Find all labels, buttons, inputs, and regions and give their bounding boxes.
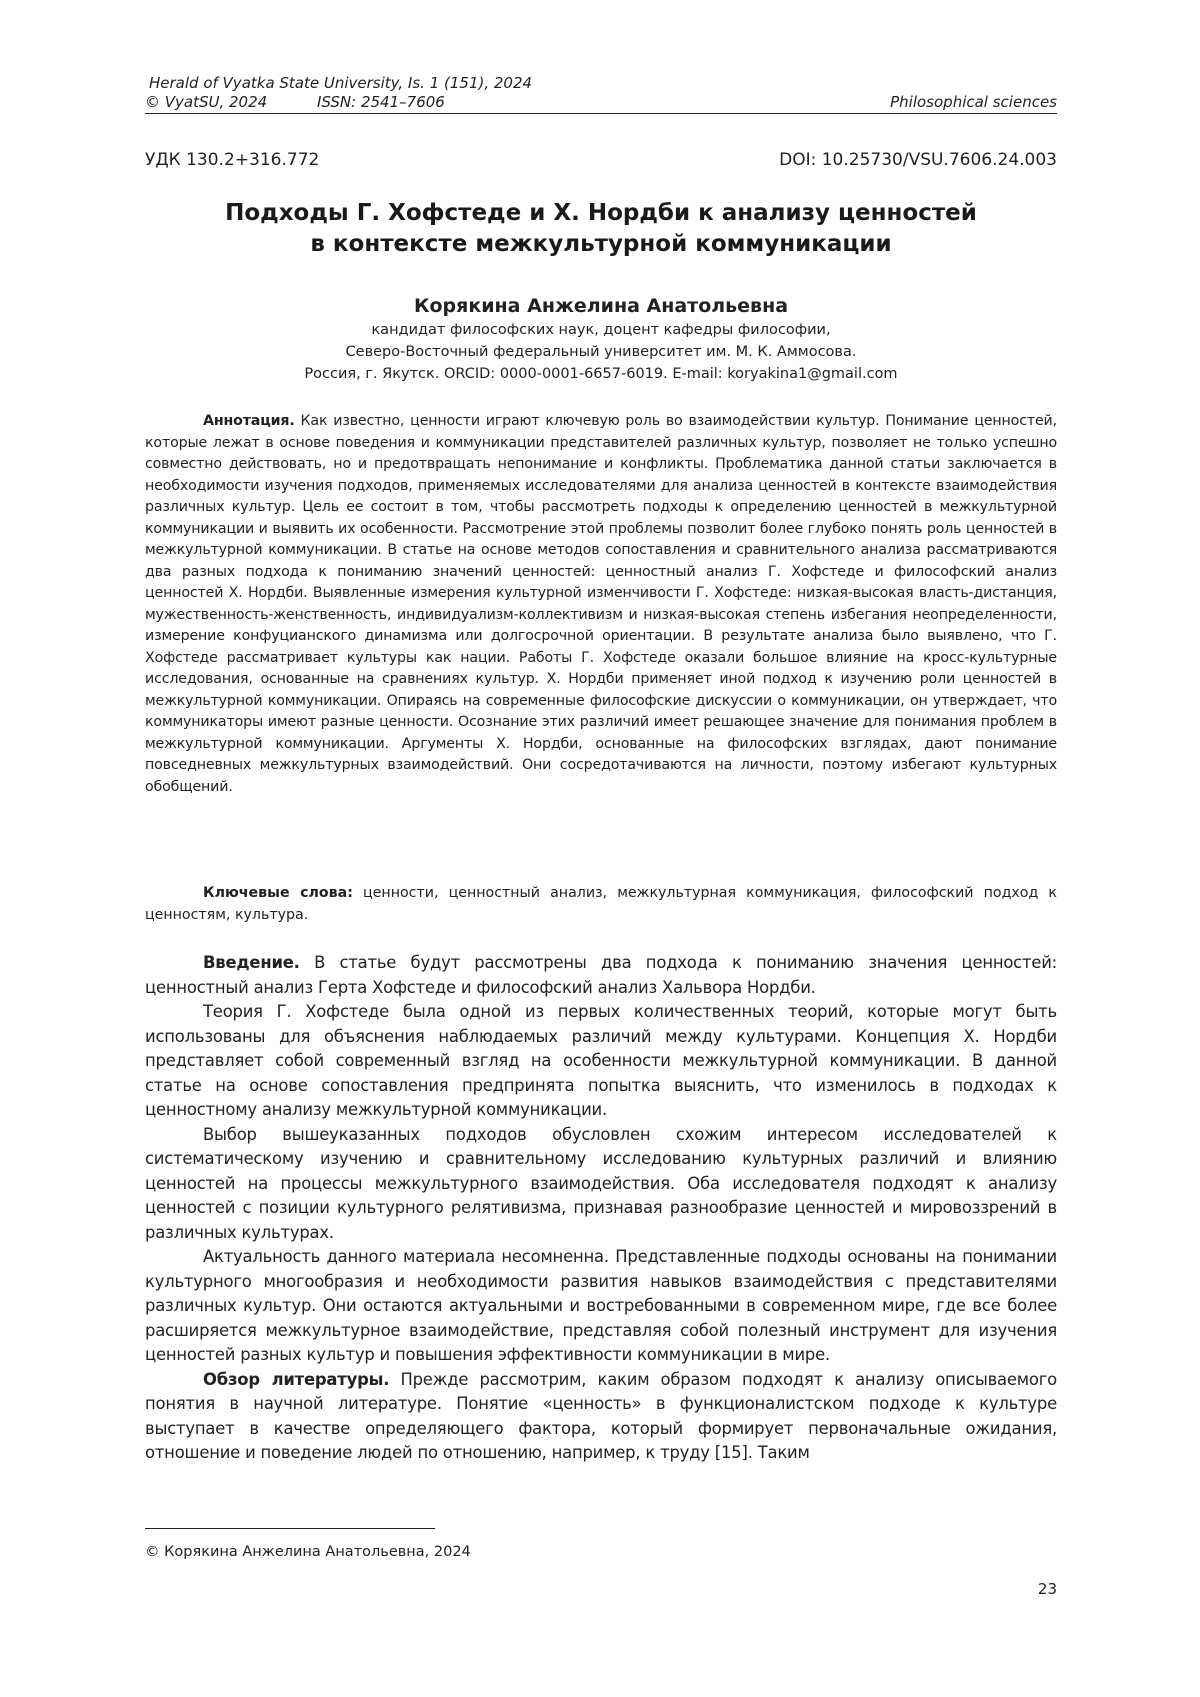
paragraph-text: Актуальность данного материала несомненна. Представленные подходы основаны на понимании культурного многообразия и необходимости развития навыков взаимодействия с представителями различных культур. Они остаются актуальными и востребованными в современном мире, где все более расширяется межкультурное взаимодействие, представляя собой полезный инструмент для изучения ценностей разных культур и повышения эффективности коммуникации в мире. xyxy=(145,1247,1057,1364)
title-line-2: в контексте межкультурной коммуникации xyxy=(310,231,892,257)
paragraph xyxy=(145,1245,1057,1368)
title-line-1: Подходы Г. Хофстеде и Х. Нордби к анализу ценностей xyxy=(225,200,977,226)
paragraph xyxy=(145,1000,1057,1123)
keywords xyxy=(145,883,1057,926)
footnote-divider xyxy=(145,1528,435,1529)
author-university: Северо-Восточный федеральный университет им. М. К. Аммосова. xyxy=(345,344,857,360)
keywords-label: Ключевые слова: xyxy=(203,885,353,901)
section-heading-literature-review: Обзор литературы. xyxy=(203,1369,390,1389)
section-heading-introduction: Введение. xyxy=(203,953,300,972)
paragraph-introduction xyxy=(145,951,1057,1000)
paragraph-text: Теория Г. Хофстеде была одной из первых количественных теорий, которые могут быть использованы для объяснения наблюдаемых различий между культурами. Концепция Х. Нордби представляет собой современный взгляд на особенности межкультурной коммуникации. В данной статье на основе сопоставления предпринята попытка выяснить, что изменилось в подходах к ценностному анализу межкультурной коммуникации. xyxy=(145,1002,1057,1119)
journal-issn: ISSN: 2541–7606 xyxy=(317,93,445,111)
paragraph-text: Выбор вышеуказанных подходов обусловлен схожим интересом исследователей к систематическому изучению и сравнительному исследованию культурных различий и влиянию ценностей на процессы межкультурного взаимодействия. Оба исследователя подходят к анализу ценностей с позиции культурного релятивизма, признавая разнообразие ценностей и мировоззрений в различных культурах. xyxy=(145,1124,1057,1242)
author-name: Корякина Анжелина Анатольевна xyxy=(413,295,789,317)
journal-section: Philosophical sciences xyxy=(890,93,1057,111)
paragraph-literature-review xyxy=(145,1368,1057,1466)
abstract xyxy=(145,411,1057,798)
keywords-text: ценности, ценностный анализ, межкультурная коммуникация, философский подход к ценностям, культура. xyxy=(145,885,1057,923)
header-rule-line xyxy=(145,93,1057,114)
paragraph xyxy=(145,1123,1057,1246)
abstract-text: Как известно, ценности играют ключевую роль во взаимодействии культур. Понимание ценностей, которые лежат в основе поведения и коммуникации представителей различных культур, позволяет не только успешно совместно действовать, но и предотвращать непонимание и конфликты. Проблематика данной статьи заключается в необходимости изучения подходов, применяемых исследователями для анализа ценностей в контексте взаимодействия различных культур. Цель ее состоит в том, чтобы рассмотреть подходы к определению ценностей в межкультурной коммуникации и выявить их особенности. Рассмотрение этой проблемы позволит более глубоко понять роль ценностей в межкультурной коммуникации. В статье на основе методов сопоставления и сравнительного анализа рассматриваются два разных подхода к пониманию значений ценностей: ценностный анализ Г. Хофстеде и философский анализ ценностей Х. Нордби. Выявленные измерения культурной изменчивости Г. Хофстеде: низкая-высокая власть-дистанция, мужественность-женственность, индивидуализм-коллективизм и низкая-высокая степень избегания неопределенности, измерение конфуцианского динамизма или долгосрочной ориентации. В результате анализа было выявлено, что Г. Хофстеде рассматривает культуры как нации. Работы Г. Хофстеде оказали большое влияние на кросс-культурные исследования, основанные на сравнениях культур. Х. Нордби применяет иной подход к изучению роли ценностей в межкультурной коммуникации. Опираясь на современные философские дискуссии о коммуникации, он утверждает, что коммуникаторы имеют разные ценности. Осознание этих различий имеет решающее значение для понимания проблем в межкультурной коммуникации. Аргументы Х. Нордби, основанные на философских взглядах, дают понимание повседневных межкультурных взаимодействий. Они сосредотачиваются на личности, поэтому избегают культурных обобщений. xyxy=(145,413,1057,795)
running-header xyxy=(145,74,1057,114)
paragraph-text: Прежде рассмотрим, каким образом подходят к анализу описываемого понятия в научной литературе. Понятие «ценность» в функционалистском подходе к культуре выступает в качестве определяющего фактора, который формирует первоначальные ожидания, отношение и поведение людей по отношению, например, к труду [15]. Таким xyxy=(145,1369,1057,1462)
paragraph-text: В статье будут рассмотрены два подхода к пониманию значения ценностей: ценностный анализ Герта Хофстеде и философский анализ Хальвора Нордби. xyxy=(145,953,1058,997)
page-number: 23 xyxy=(1037,1580,1057,1598)
article-title xyxy=(145,198,1057,260)
footnote-copyright: © Корякина Анжелина Анатольевна, 2024 xyxy=(145,1544,471,1560)
abstract-label: Аннотация. xyxy=(203,413,295,429)
udc-code: УДК 130.2+316.772 xyxy=(145,150,320,170)
doi: DOI: 10.25730/VSU.7606.24.003 xyxy=(779,150,1057,170)
article-body xyxy=(145,951,1057,1466)
author-block xyxy=(145,293,1057,385)
author-position: кандидат философских наук, доцент кафедры философии, xyxy=(371,322,831,338)
journal-citation: Herald of Vyatka State University, Is. 1 (151), 2024 xyxy=(149,74,533,92)
article-page xyxy=(145,0,1057,1697)
journal-copyright: © VyatSU, 2024 xyxy=(145,93,268,111)
author-contacts: Россия, г. Якутск. ORCID: 0000-0001-6657-6019. E-mail: koryakina1@gmail.com xyxy=(304,366,898,382)
